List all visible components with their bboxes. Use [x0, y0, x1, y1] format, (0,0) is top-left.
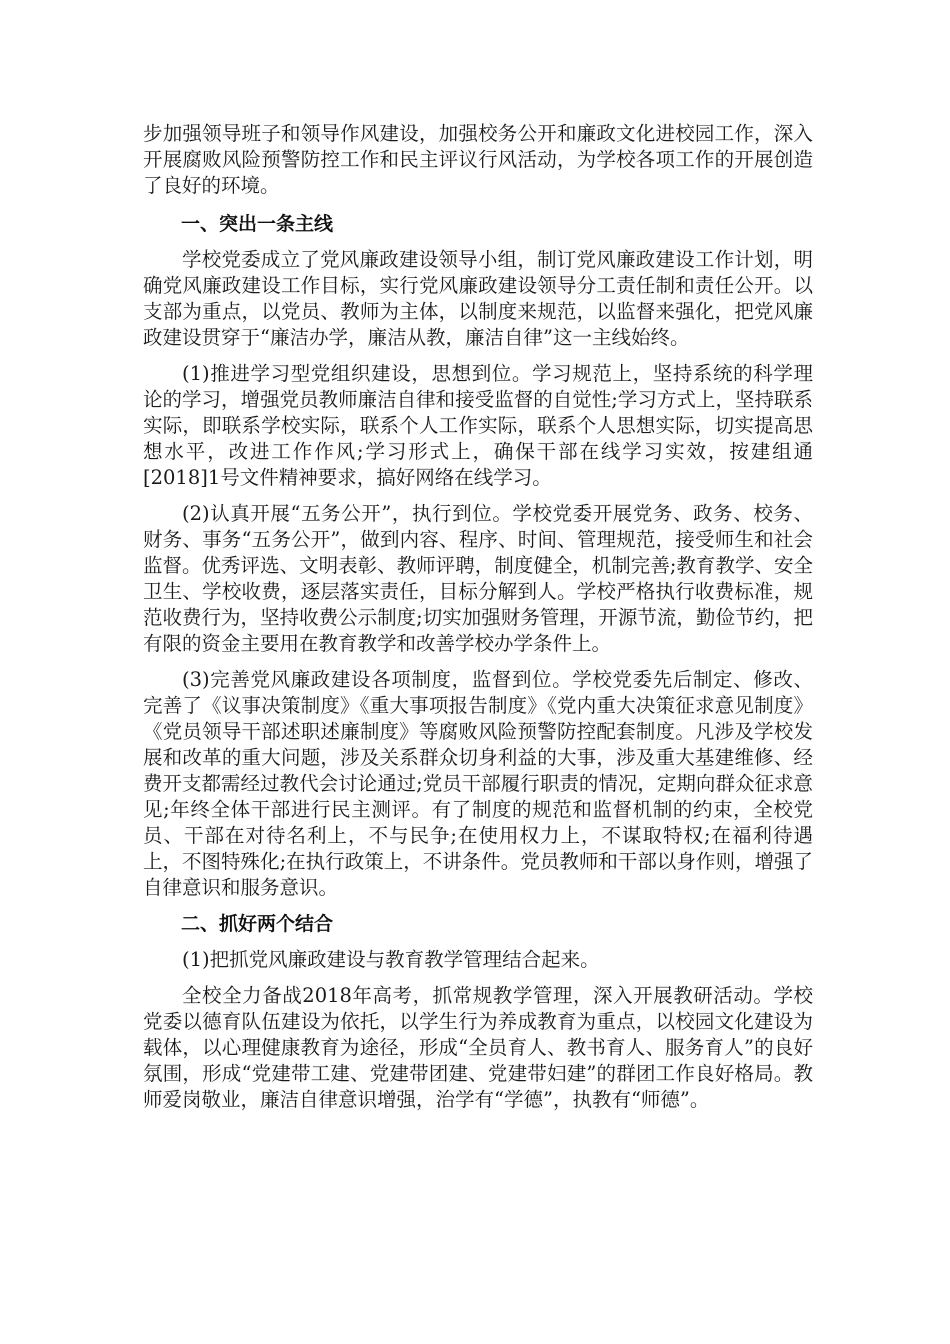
- section-heading-1: 一、突出一条主线: [181, 213, 334, 235]
- section1-paragraph-4: (3)完善党风廉政建设各项制度，监督到位。学校党委先后制定、修改、完善了《议事决策制度》《重大事项报告制度》《党内重大决策征求意见制度》《党员领导干部述职述廉制度》等腐败风险预警防控配套制度。凡涉及学校发展和改革的重大问题，涉及关系群众切身利益的大事，涉及重大基建维修、经费开支都需经过教代会讨论通过;党员干部履行职责的情况，定期向群众征求意见;年终全体干部进行民主测评。有了制度的规范和监督机制的约束，全校党员、干部在对待名利上，不与民争;在使用权力上，不谋取特权;在福利待遇上，不图特殊化;在执行政策上，不讲条件。党员教师和干部以身作则，增强了自律意识和服务意识。: [143, 668, 813, 899]
- section2-paragraph-1: (1)把抓党风廉政建设与教育教学管理结合起来。: [182, 948, 600, 971]
- section1-paragraph-3: (2)认真开展“五务公开”，执行到位。学校党委开展党务、政务、校务、财务、事务“五务公开”，做到内容、程序、时间、管理规范，接受师生和社会监督。优秀评选、文明表彰、教师评聘，制度健全，机制完善;教育教学、安全卫生、学校收费，逐层落实责任，目标分解到人。学校严格执行收费标准，规范收费行为，坚持收费公示制度;切实加强财务管理，开源节流，勤俭节约，把有限的资金主要用在教育教学和改善学校办学条件上。: [143, 502, 813, 655]
- section1-paragraph-1: 学校党委成立了党风廉政建设领导小组，制订党风廉政建设工作计划，明确党风廉政建设工作目标，实行党风廉政建设领导分工责任制和责任公开。以支部为重点，以党员、教师为主体，以制度来规范，以监督来强化，把党风廉政建设贯穿于“廉洁办学，廉洁从教，廉洁自律”这一主线始终。: [143, 248, 813, 349]
- document-body: [143, 121, 813, 1123]
- section2-paragraph-2: 全校全力备战2018年高考，抓常规教学管理，深入开展教研活动。学校党委以德育队伍建设为依托，以学生行为养成教育为重点，以校园文化建设为载体，以心理健康教育为途径，形成“全员育人、教书育人、服务育人”的良好氛围，形成“党建带工建、党建带团建、党建带妇建”的群团工作良好格局。教师爱岗敬业，廉洁自律意识增强，治学有“学德”，执教有“师德”。: [143, 984, 813, 1111]
- intro-paragraph: 步加强领导班子和领导作风建设，加强校务公开和廉政文化进校园工作，深入开展腐败风险预警防控工作和民主评议行风活动，为学校各项工作的开展创造了良好的环境。: [143, 122, 813, 197]
- section-heading-2: 二、抓好两个结合: [181, 913, 334, 935]
- section1-paragraph-2: (1)推进学习型党组织建设，思想到位。学习规范上，坚持系统的科学理论的学习，增强党员教师廉洁自律和接受监督的自觉性;学习方式上，坚持联系实际，即联系学校实际，联系个人工作实际，联系个人思想实际，切实提高思想水平，改进工作作风;学习形式上，确保干部在线学习实效，按建组通[2018]1号文件精神要求，搞好网络在线学习。: [143, 362, 813, 489]
